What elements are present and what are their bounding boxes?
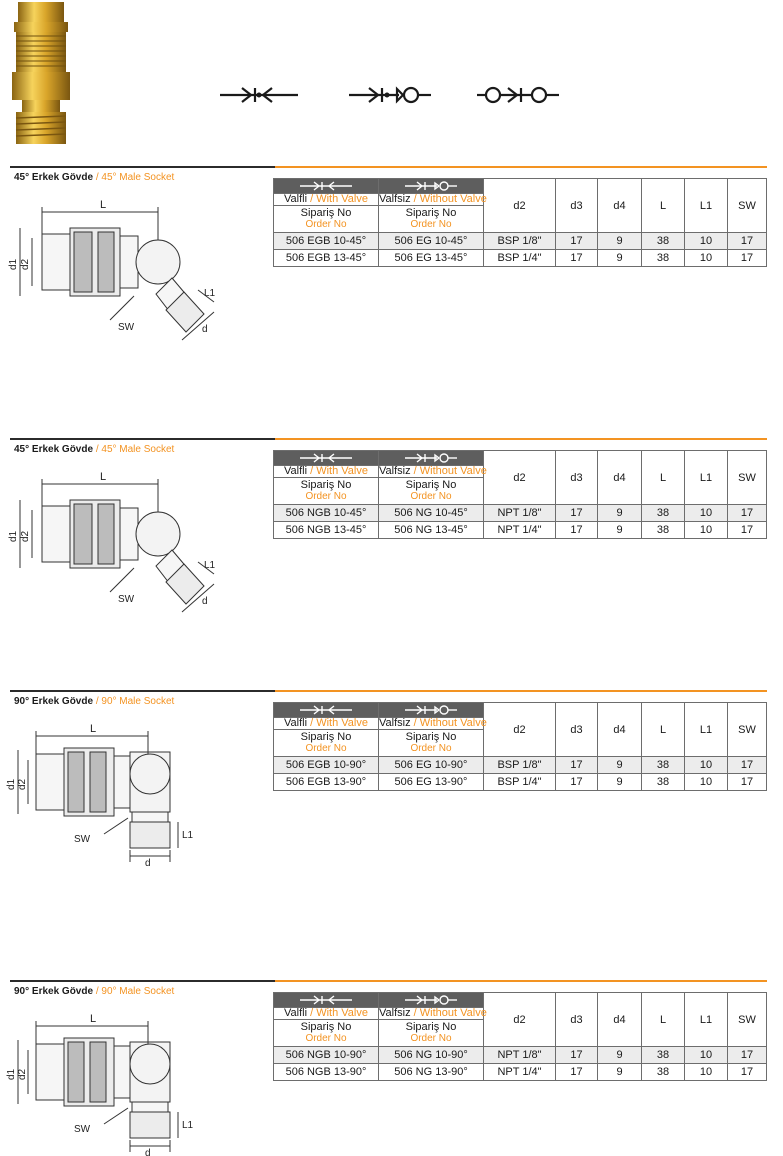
table-row: 506 EGB 10-90° 506 EG 10-90° BSP 1/8" 17 9 38 10 17 [274, 757, 767, 774]
col-header-d2: d2 [484, 993, 556, 1047]
without-valve-symbol-cell [379, 179, 484, 194]
section-rule-accent [275, 980, 767, 982]
order-no-header: Sipariş No Order No [379, 1020, 484, 1047]
dim-label-L1: L1 [182, 830, 194, 841]
dim-label-d1: d1 [8, 530, 19, 542]
table-row: 506 NGB 10-45° 506 NG 10-45° NPT 1/8" 17 9 38 10 17 [274, 505, 767, 522]
order-no-header: Sipariş No Order No [274, 206, 379, 233]
with-valve-label: Valfli / With Valve [274, 1008, 379, 1020]
table-row: 506 NGB 13-45° 506 NG 13-45° NPT 1/4" 17 9 38 10 17 [274, 522, 767, 539]
single-shutoff-icon [403, 180, 459, 192]
dim-label-L: L [90, 1013, 97, 1025]
col-header-d3: d3 [556, 993, 598, 1047]
angled-45-socket-drawing [8, 192, 263, 342]
dim-label-d2: d2 [17, 1068, 28, 1080]
dim-label-d2: d2 [20, 258, 31, 270]
with-valve-symbol-cell [274, 451, 379, 466]
table-row: 506 NGB 13-90° 506 NG 13-90° NPT 1/4" 17 9 38 10 17 [274, 1064, 767, 1081]
dim-label-L: L [100, 199, 107, 211]
order-no-header: Sipariş No Order No [274, 478, 379, 505]
order-no-header: Sipariş No Order No [379, 478, 484, 505]
col-header-L: L [642, 179, 685, 233]
section-rule-accent [275, 166, 767, 168]
dim-label-d2: d2 [17, 778, 28, 790]
dim-label-d: d [145, 858, 151, 869]
order-no-header: Sipariş No Order No [379, 206, 484, 233]
with-valve-symbol-cell [274, 179, 379, 194]
table-row: 506 NGB 10-90° 506 NG 10-90° NPT 1/8" 17 9 38 10 17 [274, 1047, 767, 1064]
section-title: 90° Erkek Gövde / 90° Male Socket [14, 986, 175, 997]
section-title: 45° Erkek Gövde / 45° Male Socket [14, 172, 175, 183]
col-header-d3: d3 [556, 451, 598, 505]
dim-label-L1: L1 [204, 560, 216, 571]
col-header-L: L [642, 703, 685, 757]
section-rule-accent [275, 690, 767, 692]
product-section-0 [0, 166, 783, 436]
col-header-L1: L1 [685, 703, 728, 757]
with-valve-symbol-cell [274, 993, 379, 1008]
straight-through-symbol [475, 84, 561, 106]
section-title: 90° Erkek Gövde / 90° Male Socket [14, 696, 175, 707]
col-header-L1: L1 [685, 451, 728, 505]
elbow-90-socket-drawing [6, 716, 263, 869]
single-shutoff-icon [403, 994, 459, 1006]
dim-label-SW: SW [74, 834, 91, 845]
col-header-L: L [642, 451, 685, 505]
col-header-d2: d2 [484, 451, 556, 505]
section-rule-dark [10, 438, 275, 440]
single-shutoff-symbol [347, 84, 433, 106]
product-section-3 [0, 980, 783, 1156]
col-header-SW: SW [728, 703, 767, 757]
section-rule-dark [10, 980, 275, 982]
col-header-SW: SW [728, 993, 767, 1047]
dim-label-d: d [202, 324, 208, 335]
dim-label-d: d [202, 596, 208, 607]
dim-label-d2: d2 [20, 530, 31, 542]
dim-label-d1: d1 [6, 1068, 17, 1080]
col-header-d3: d3 [556, 703, 598, 757]
with-valve-label: Valfli / With Valve [274, 194, 379, 206]
spec-table [273, 450, 767, 539]
col-header-L1: L1 [685, 993, 728, 1047]
without-valve-symbol-cell [379, 993, 484, 1008]
dim-label-d1: d1 [8, 258, 19, 270]
without-valve-label: Valfsiz / Without Valve [379, 1007, 487, 1019]
section-rule-dark [10, 690, 275, 692]
single-shutoff-icon [403, 452, 459, 464]
without-valve-label: Valfsiz / Without Valve [379, 717, 487, 729]
without-valve-label: Valfsiz / Without Valve [379, 465, 487, 477]
with-valve-label: Valfli / With Valve [274, 718, 379, 730]
single-shutoff-icon [403, 704, 459, 716]
spec-table [273, 178, 767, 267]
elbow-90-socket-drawing [8, 1006, 263, 1156]
col-header-SW: SW [728, 179, 767, 233]
section-rule-accent [275, 438, 767, 440]
section-title: 45° Erkek Gövde / 45° Male Socket [14, 444, 175, 455]
col-header-L: L [642, 993, 685, 1047]
double-shutoff-icon [298, 704, 354, 716]
col-header-d4: d4 [598, 179, 642, 233]
without-valve-label: Valfsiz / Without Valve [379, 193, 487, 205]
col-header-d2: d2 [484, 179, 556, 233]
col-header-L1: L1 [685, 179, 728, 233]
table-row: 506 EGB 13-45° 506 EG 13-45° BSP 1/4" 17 9 38 10 17 [274, 250, 767, 267]
col-header-d4: d4 [598, 703, 642, 757]
dim-label-d: d [145, 1148, 151, 1156]
double-shutoff-icon [298, 994, 354, 1006]
section-rule-dark [10, 166, 275, 168]
with-valve-label: Valfli / With Valve [274, 466, 379, 478]
table-row: 506 EGB 10-45° 506 EG 10-45° BSP 1/8" 17 9 38 10 17 [274, 233, 767, 250]
order-no-header: Sipariş No Order No [379, 730, 484, 757]
col-header-SW: SW [728, 451, 767, 505]
spec-table [273, 992, 767, 1081]
table-row: 506 EGB 13-90° 506 EG 13-90° BSP 1/4" 17 9 38 10 17 [274, 774, 767, 791]
dim-label-L: L [100, 471, 107, 483]
col-header-d3: d3 [556, 179, 598, 233]
col-header-d2: d2 [484, 703, 556, 757]
dim-label-L1: L1 [182, 1120, 194, 1131]
dim-label-SW: SW [118, 322, 135, 333]
without-valve-symbol-cell [379, 451, 484, 466]
spec-table [273, 702, 767, 791]
order-no-header: Sipariş No Order No [274, 1020, 379, 1047]
double-shutoff-icon [298, 452, 354, 464]
double-shutoff-symbol [218, 84, 300, 106]
product-photo [6, 2, 76, 147]
product-section-1 [0, 438, 783, 708]
dim-label-SW: SW [74, 1124, 91, 1135]
with-valve-symbol-cell [274, 703, 379, 718]
dim-label-d1: d1 [6, 778, 17, 790]
without-valve-symbol-cell [379, 703, 484, 718]
product-section-2 [0, 690, 783, 960]
col-header-d4: d4 [598, 993, 642, 1047]
col-header-d4: d4 [598, 451, 642, 505]
double-shutoff-icon [298, 180, 354, 192]
angled-45-socket-drawing [8, 464, 263, 614]
dim-label-SW: SW [118, 594, 135, 605]
order-no-header: Sipariş No Order No [274, 730, 379, 757]
dim-label-L: L [90, 723, 97, 735]
dim-label-L1: L1 [204, 288, 216, 299]
